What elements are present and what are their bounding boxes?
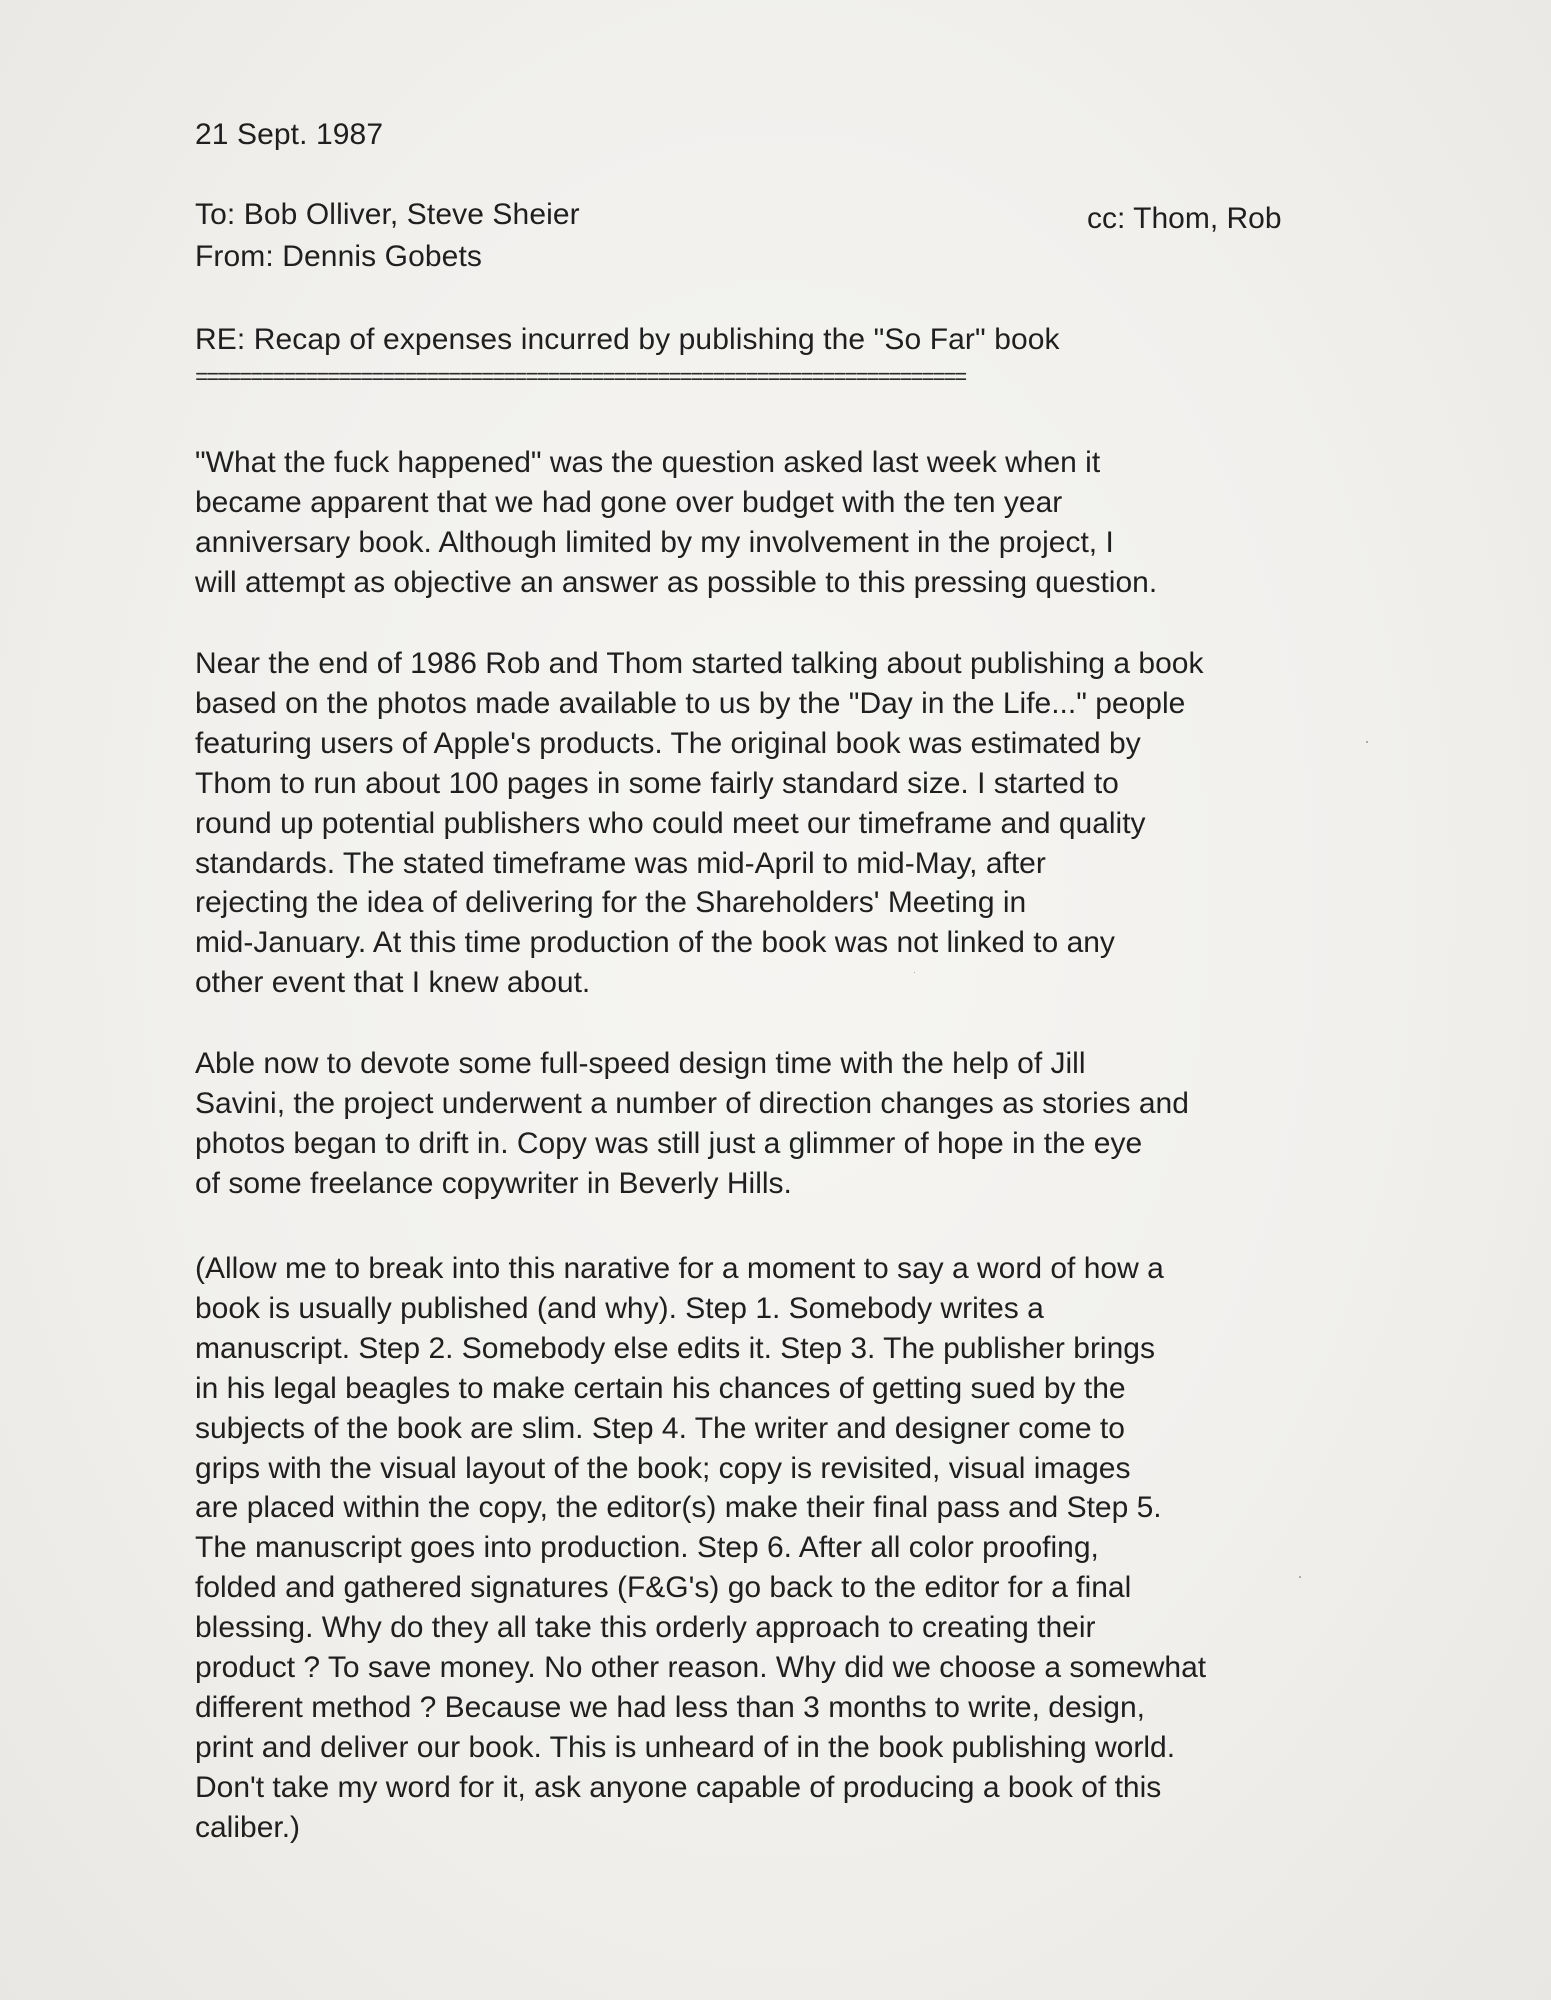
paragraph-line: will attempt as objective an answer as possible to this pressing question. — [195, 565, 1158, 599]
paragraph-line: caliber.) — [195, 1810, 301, 1844]
paragraph-line: in his legal beagles to make certain his chances of getting sued by the — [195, 1371, 1126, 1405]
paragraph-line: manuscript. Step 2. Somebody else edits it. Step 3. The publisher brings — [195, 1331, 1155, 1365]
body-paragraph-3 — [195, 1044, 1375, 1204]
paragraph-line: Thom to run about 100 pages in some fairly standard size. I started to — [195, 766, 1119, 800]
paragraph-line: subjects of the book are slim. Step 4. The writer and designer come to — [195, 1411, 1125, 1445]
memo-date: 21 Sept. 1987 — [195, 118, 384, 151]
body-paragraph-2 — [195, 644, 1375, 1003]
paragraph-line: photos began to drift in. Copy was still just a glimmer of hope in the eye — [195, 1126, 1143, 1160]
paragraph-line: The manuscript goes into production. Step 6. After all color proofing, — [195, 1531, 1099, 1565]
paragraph-line: Able now to devote some full-speed design time with the help of Jill — [195, 1047, 1086, 1080]
paragraph-line: rejecting the idea of delivering for the Shareholders' Meeting in — [195, 886, 1027, 920]
memo-to-line: To: Bob Olliver, Steve Sheier — [195, 198, 580, 231]
paragraph-line: are placed within the copy, the editor(s) make their final pass and Step 5. — [195, 1491, 1162, 1525]
memo-from-line: From: Dennis Gobets — [195, 240, 483, 273]
paragraph-line: Savini, the project underwent a number of direction changes as stories and — [195, 1086, 1189, 1120]
paper-speck — [1299, 1576, 1301, 1578]
paragraph-line: (Allow me to break into this narative for a moment to say a word of how a — [195, 1252, 1164, 1285]
paragraph-line: anniversary book. Although limited by my involvement in the project, I — [195, 525, 1114, 559]
paragraph-line: book is usually published (and why). Step 1. Somebody writes a — [195, 1291, 1044, 1325]
paragraph-line: folded and gathered signatures (F&G's) go back to the editor for a final — [195, 1571, 1132, 1605]
paragraph-line: print and deliver our book. This is unheard of in the book publishing world. — [195, 1730, 1176, 1764]
memo-subject-line: RE: Recap of expenses incurred by publishing the "So Far" book — [195, 323, 1060, 356]
paragraph-line: Near the end of 1986 Rob and Thom started talking about publishing a book — [195, 647, 1204, 680]
paragraph-line: Don't take my word for it, ask anyone capable of producing a book of this — [195, 1770, 1162, 1804]
paper-speck — [914, 972, 915, 973]
paragraph-line: became apparent that we had gone over budget with the ten year — [195, 485, 1063, 519]
paragraph-line: other event that I knew about. — [195, 966, 591, 1000]
paragraph-line: product ? To save money. No other reason. Why did we choose a somewhat — [195, 1651, 1207, 1685]
paragraph-line: mid-January. At this time production of the book was not linked to any — [195, 926, 1115, 960]
paragraph-line: grips with the visual layout of the book; copy is revisited, visual images — [195, 1451, 1131, 1485]
separator-rule: ====================================================================== — [195, 366, 966, 391]
body-paragraph-4 — [195, 1249, 1375, 1848]
paragraph-line: "What the fuck happened" was the question asked last week when it — [195, 446, 1101, 479]
paragraph-line: of some freelance copywriter in Beverly Hills. — [195, 1166, 792, 1200]
memo-cc-line: cc: Thom, Rob — [1087, 202, 1282, 235]
paragraph-line: different method ? Because we had less than 3 months to write, design, — [195, 1690, 1146, 1724]
paragraph-line: based on the photos made available to us by the "Day in the Life..." people — [195, 686, 1186, 720]
paragraph-line: blessing. Why do they all take this orderly approach to creating their — [195, 1611, 1096, 1645]
paper-speck — [1366, 741, 1368, 743]
paragraph-line: featuring users of Apple's products. The original book was estimated by — [195, 726, 1141, 760]
paragraph-line: standards. The stated timeframe was mid-April to mid-May, after — [195, 846, 1046, 880]
body-paragraph-1 — [195, 443, 1375, 603]
paragraph-line: round up potential publishers who could meet our timeframe and quality — [195, 806, 1146, 840]
